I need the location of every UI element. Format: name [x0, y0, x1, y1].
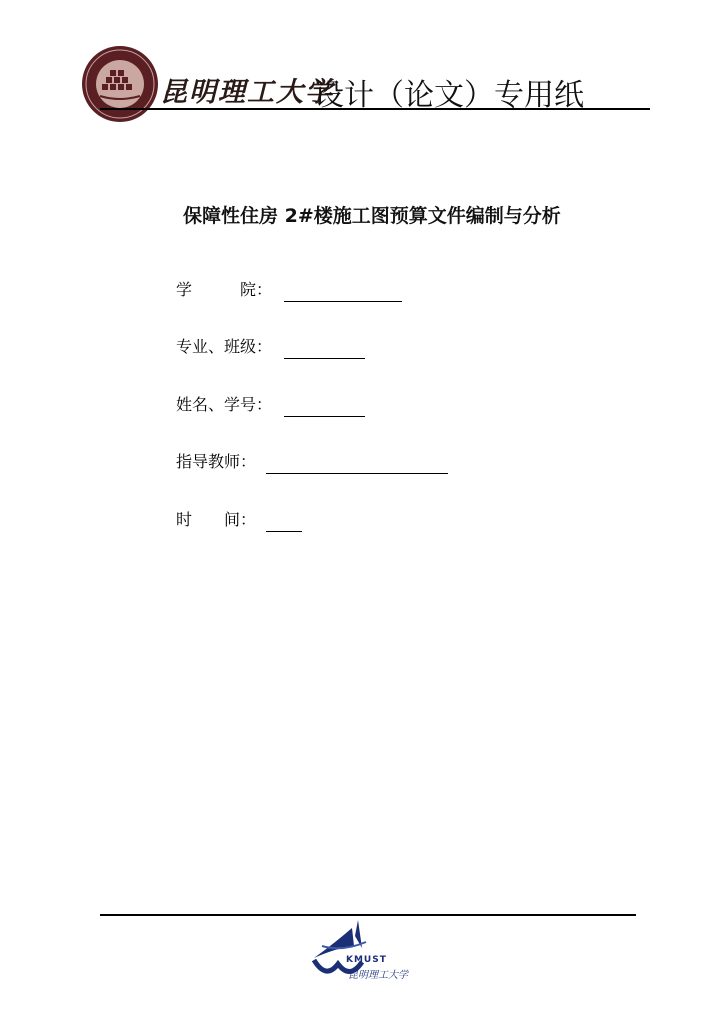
field-blank-major-class[interactable] [284, 340, 365, 359]
footer-divider [100, 914, 636, 916]
field-blank-name-id[interactable] [284, 398, 365, 417]
field-blank-time[interactable] [266, 513, 302, 532]
field-name-id [176, 393, 365, 417]
field-blank-advisor[interactable] [266, 455, 448, 474]
field-label-time: 时 间： [176, 510, 257, 529]
field-advisor [176, 450, 448, 474]
field-college [176, 278, 402, 302]
field-blank-college[interactable] [284, 283, 402, 302]
field-label-major-class: 专业、班级： [176, 337, 273, 356]
paper-title: 设计（论文）专用纸 [314, 78, 584, 113]
footer-logo-text: KMUST [346, 955, 387, 965]
footer-logo [306, 918, 426, 980]
field-label-name-id: 姓名、学号： [176, 395, 273, 414]
header-divider [100, 108, 650, 110]
page-header [0, 0, 724, 120]
thesis-title: 保障性住房 2#楼施工图预算文件编制与分析 [183, 205, 561, 227]
field-time [176, 508, 302, 532]
field-label-advisor: 指导教师： [176, 452, 257, 471]
school-name: 昆明理工大学 [160, 77, 334, 108]
footer-logo-school-name: 昆明理工大学 [348, 970, 408, 981]
university-seal-icon [80, 44, 160, 124]
field-label-college: 学 院： [176, 280, 273, 299]
field-major-class [176, 335, 365, 359]
